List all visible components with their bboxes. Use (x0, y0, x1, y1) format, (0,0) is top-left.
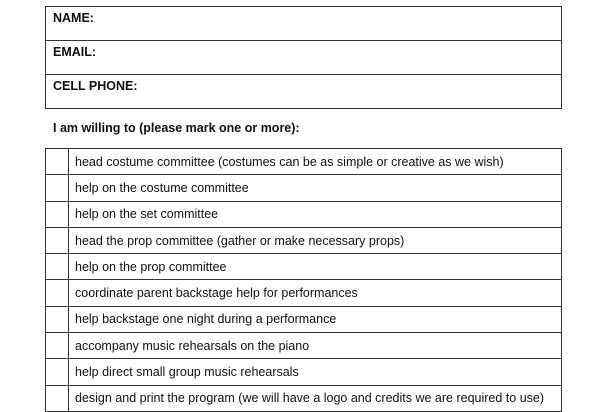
option-checkbox[interactable] (46, 306, 69, 332)
option-row (46, 149, 562, 175)
option-label: help backstage one night during a performance (69, 306, 562, 332)
email-field[interactable] (46, 41, 562, 75)
volunteer-heading: I am willing to (please mark one or more): (53, 121, 300, 135)
name-field[interactable] (46, 7, 562, 41)
cell-phone-row (46, 75, 562, 109)
option-label: help on the costume committee (69, 175, 562, 201)
option-label: head costume committee (costumes can be as simple or creative as we wish) (69, 149, 562, 175)
option-checkbox[interactable] (46, 359, 69, 385)
option-label: help on the prop committee (69, 254, 562, 280)
option-checkbox[interactable] (46, 254, 69, 280)
option-label: help direct small group music rehearsals (69, 359, 562, 385)
cell-phone-field[interactable] (46, 75, 562, 109)
option-row (46, 359, 562, 385)
option-label: design and print the program (we will have a logo and credits we are required to use) (69, 385, 562, 411)
option-checkbox[interactable] (46, 149, 69, 175)
email-row (46, 41, 562, 75)
option-label: accompany music rehearsals on the piano (69, 333, 562, 359)
option-checkbox[interactable] (46, 333, 69, 359)
name-row (46, 7, 562, 41)
option-checkbox[interactable] (46, 227, 69, 253)
option-row (46, 333, 562, 359)
option-row (46, 227, 562, 253)
option-checkbox[interactable] (46, 175, 69, 201)
option-label: help on the set committee (69, 201, 562, 227)
option-label: coordinate parent backstage help for performances (69, 280, 562, 306)
option-row (46, 280, 562, 306)
option-row (46, 254, 562, 280)
option-row (46, 306, 562, 332)
option-checkbox[interactable] (46, 385, 69, 411)
email-label: EMAIL: (53, 45, 97, 59)
option-checkbox[interactable] (46, 201, 69, 227)
cell-phone-label: CELL PHONE: (53, 79, 138, 93)
volunteer-options-table (45, 148, 562, 412)
option-row (46, 201, 562, 227)
contact-info-table (45, 6, 562, 109)
option-checkbox[interactable] (46, 280, 69, 306)
option-row (46, 385, 562, 411)
option-row (46, 175, 562, 201)
name-label: NAME: (53, 11, 94, 25)
option-label: head the prop committee (gather or make necessary props) (69, 227, 562, 253)
